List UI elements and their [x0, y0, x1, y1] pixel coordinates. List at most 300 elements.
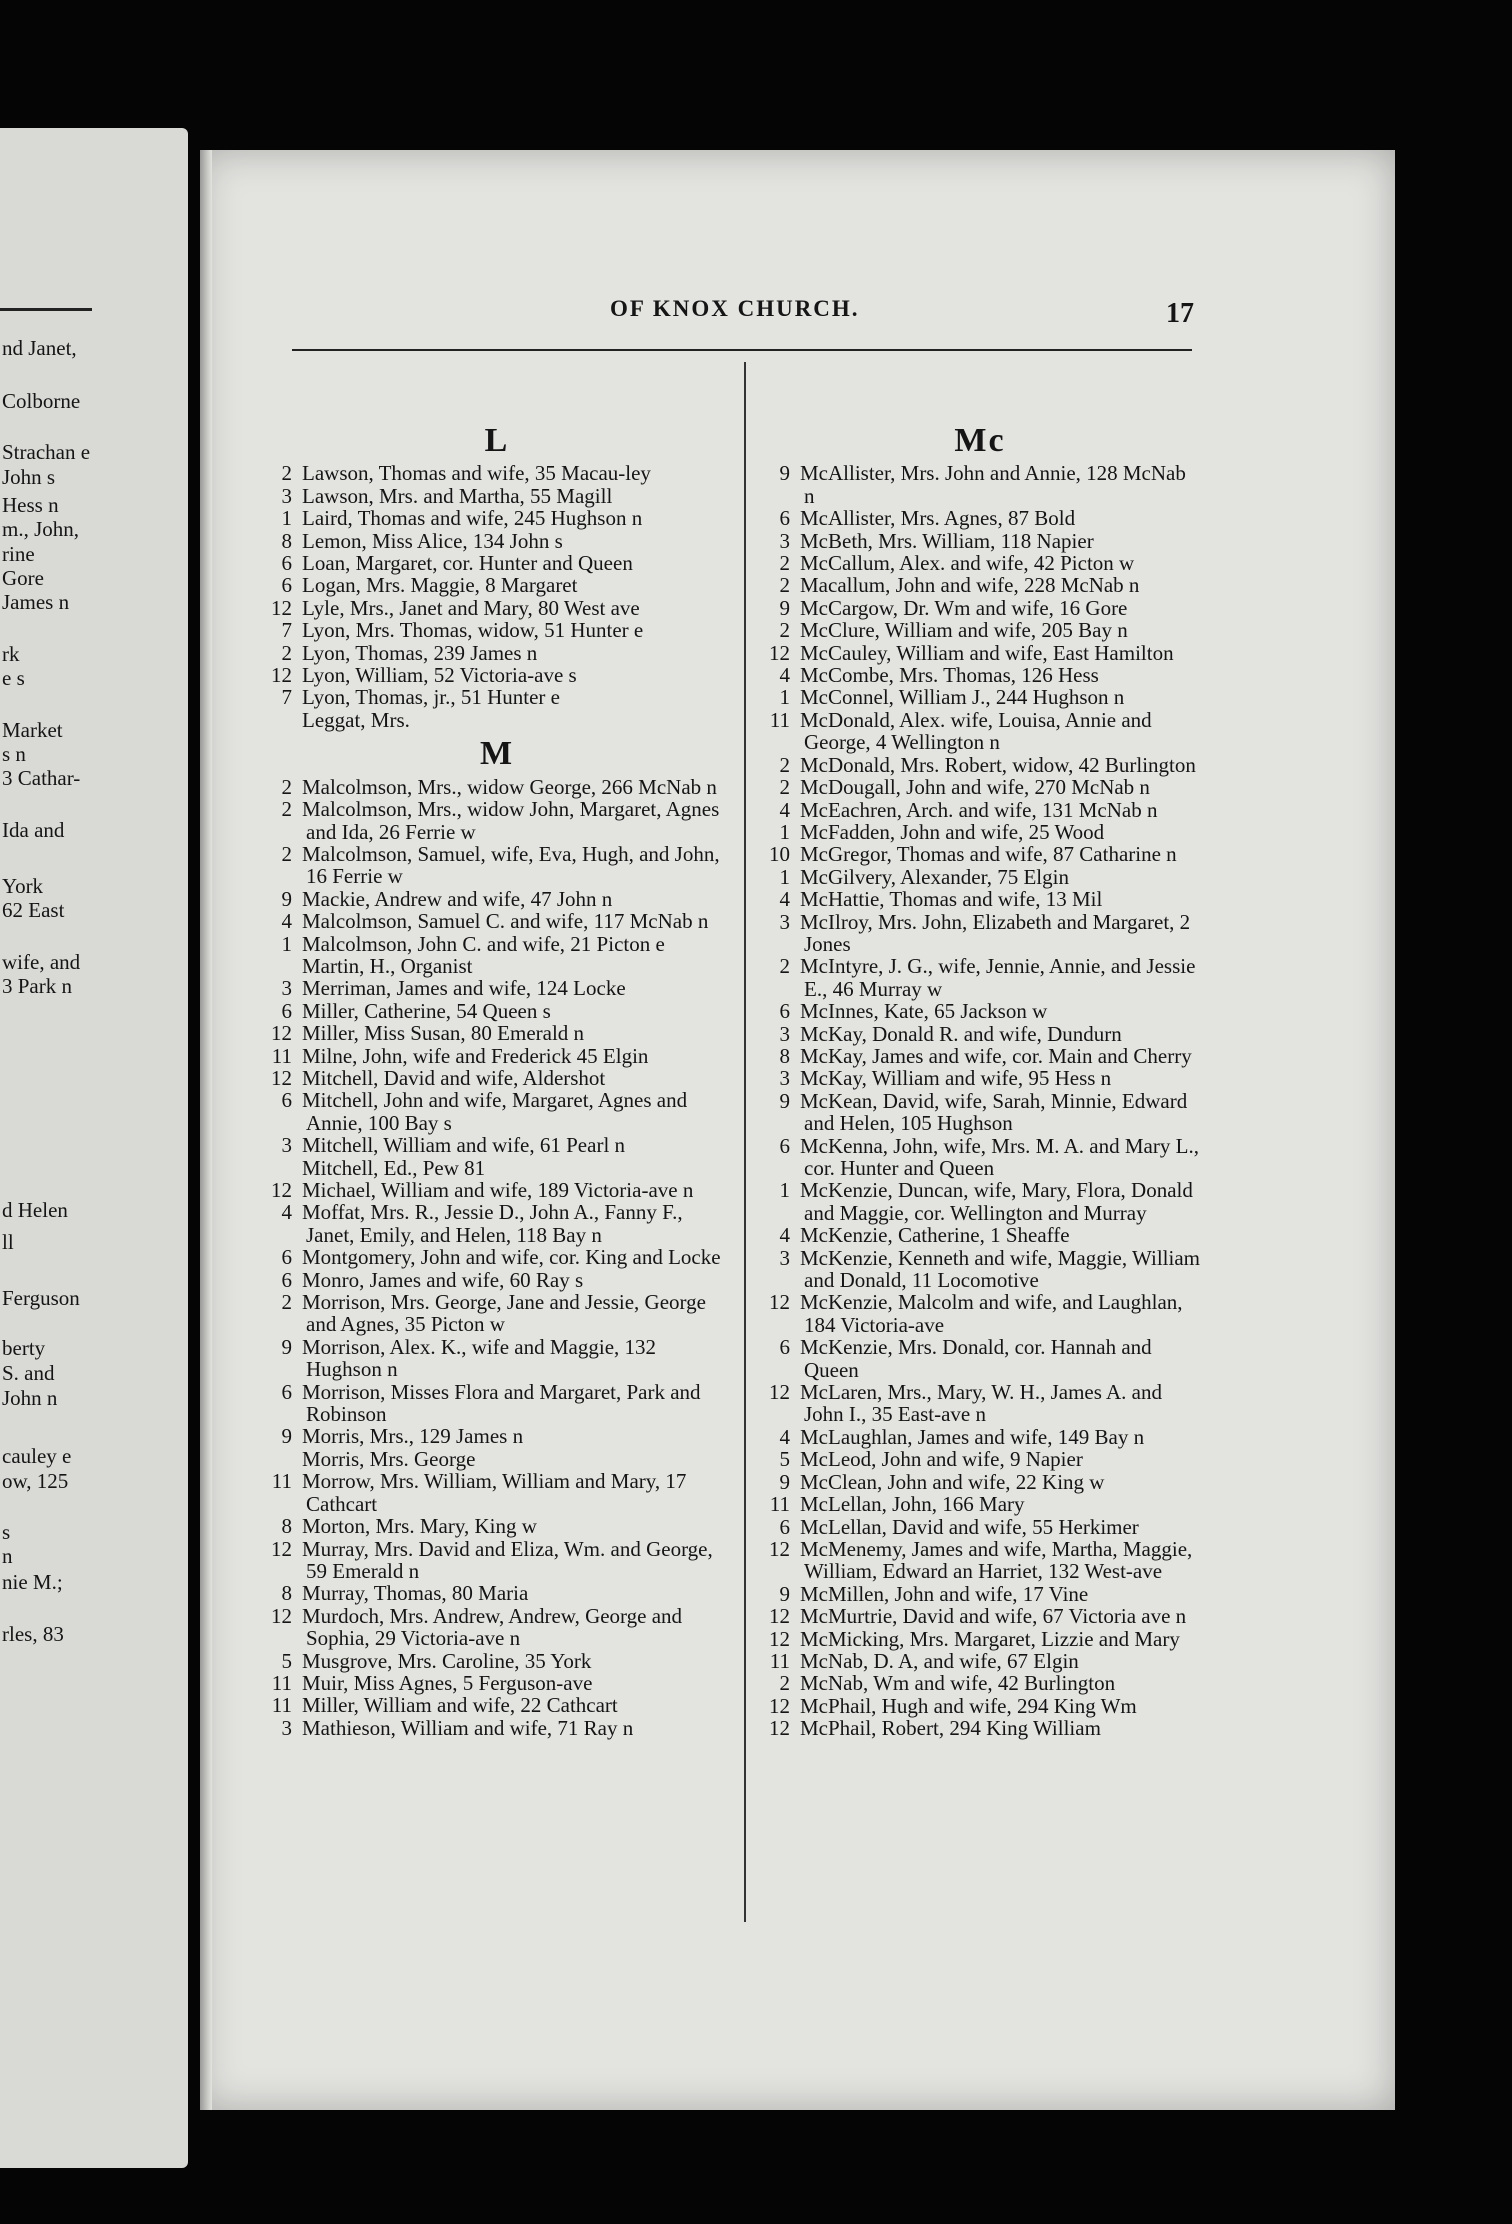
directory-entry: [262, 1605, 732, 1650]
directory-entry: [262, 1650, 732, 1672]
directory-entry: [760, 1381, 1200, 1426]
entry-text: Lyle, Mrs., Janet and Mary, 80 West ave: [302, 595, 640, 620]
left-fragment-line: berty: [2, 1336, 46, 1360]
entries-Mc: [760, 462, 1200, 1739]
pew-number: 4: [281, 909, 292, 934]
entry-text: McConnel, William J., 244 Hughson n: [800, 685, 1125, 710]
directory-entry: [262, 776, 732, 798]
directory-entry: [262, 709, 732, 731]
entry-text: McKay, William and wife, 95 Hess n: [800, 1066, 1112, 1091]
section-heading-Mc: Mc: [954, 422, 1006, 459]
directory-entry: [262, 1269, 732, 1291]
entry-text: McAllister, Mrs. Agnes, 87 Bold: [800, 506, 1076, 531]
left-fragment-line: York: [2, 874, 44, 898]
directory-entry: [760, 911, 1200, 956]
directory-entry: [262, 1089, 732, 1134]
entry-text: Mackie, Andrew and wife, 47 John n: [302, 886, 613, 911]
directory-entry: [760, 1538, 1200, 1583]
entry-text: McLellan, David and wife, 55 Herkimer: [800, 1514, 1139, 1539]
page-number: 17: [1166, 298, 1194, 329]
pew-number: 3: [779, 1245, 790, 1270]
pew-number: 2: [779, 573, 790, 598]
entry-text: McKean, David, wife, Sarah, Minnie, Edward and Helen, 105 Hughson: [800, 1088, 1188, 1136]
entry-text: McIntyre, J. G., wife, Jennie, Annie, and Jessie E., 46 Murray w: [800, 954, 1196, 1001]
entry-text: Malcolmson, John C. and wife, 21 Picton e: [302, 931, 665, 956]
entry-text: McIlroy, Mrs. John, Elizabeth and Margaret, 2 Jones: [800, 909, 1191, 956]
directory-entry: [760, 1045, 1200, 1067]
entry-text: Mitchell, Ed., Pew 81: [302, 1155, 486, 1180]
left-fragment-line: s: [2, 1520, 11, 1544]
directory-entry: [760, 530, 1200, 552]
left-fragment-line: nd Janet,: [2, 336, 77, 360]
directory-entry: [262, 530, 732, 552]
entry-text: McNab, Wm and wife, 42 Burlington: [800, 1671, 1116, 1696]
entry-text: Miller, William and wife, 22 Cathcart: [302, 1693, 618, 1718]
entry-text: Merriman, James and wife, 124 Locke: [302, 976, 626, 1001]
pew-number: 1: [779, 864, 790, 889]
directory-entry: [262, 1045, 732, 1067]
pew-number: 3: [281, 1715, 292, 1740]
directory-entry: [760, 1583, 1200, 1605]
pew-number: 10: [769, 842, 790, 867]
directory-entry: [760, 1426, 1200, 1448]
pew-number: 2: [281, 640, 292, 665]
left-column: [262, 418, 732, 1739]
pew-number: 4: [281, 1200, 292, 1225]
directory-entry: [760, 619, 1200, 641]
directory-entry: [760, 843, 1200, 865]
directory-entry: [262, 1134, 732, 1156]
entry-text: Logan, Mrs. Maggie, 8 Margaret: [302, 573, 578, 598]
pew-number: 9: [779, 1088, 790, 1113]
entry-text: McHattie, Thomas and wife, 13 Mil: [800, 887, 1103, 912]
entry-text: McKay, James and wife, cor. Main and Cherry: [800, 1043, 1192, 1068]
left-fragment-line: Market: [2, 718, 63, 742]
entry-text: Michael, William and wife, 189 Victoria-ave n: [302, 1178, 694, 1202]
directory-entry: [262, 619, 732, 641]
entry-text: Malcolmson, Mrs., widow George, 266 McNab n: [302, 774, 717, 799]
directory-entry: [760, 1000, 1200, 1022]
pew-number: 2: [779, 752, 790, 777]
pew-number: 6: [281, 1245, 292, 1270]
pew-number: 9: [779, 461, 790, 486]
pew-number: 6: [779, 1335, 790, 1360]
entry-text: McLaughlan, James and wife, 149 Bay n: [800, 1424, 1145, 1449]
pew-number: 12: [271, 1065, 292, 1090]
directory-entry: [760, 1717, 1200, 1739]
directory-entry: [760, 1291, 1200, 1336]
pew-number: 3: [779, 1066, 790, 1091]
directory-entry: [262, 1246, 732, 1268]
directory-entry: [262, 1157, 732, 1179]
directory-entry: [262, 843, 732, 888]
entry-text: McPhail, Hugh and wife, 294 King Wm: [800, 1693, 1137, 1718]
left-fragment-line: John s: [2, 465, 56, 489]
entry-text: McKenzie, Mrs. Donald, cor. Hannah and Queen: [800, 1335, 1152, 1382]
entry-text: McBeth, Mrs. William, 118 Napier: [800, 528, 1094, 553]
directory-entry: [262, 955, 732, 977]
pew-number: 2: [281, 774, 292, 799]
directory-entry: [262, 1381, 732, 1426]
left-fragment-line: 62 East: [2, 898, 65, 922]
pew-number: 6: [281, 1088, 292, 1113]
entry-text: Lawson, Thomas and wife, 35 Macau-ley: [302, 461, 651, 486]
directory-entry: [760, 664, 1200, 686]
pew-number: 12: [271, 1603, 292, 1628]
entry-text: McMurtrie, David and wife, 67 Victoria ave n: [800, 1604, 1187, 1629]
left-fragment-line: d Helen: [2, 1198, 68, 1222]
pew-number: 12: [769, 1536, 790, 1561]
pew-number: 11: [271, 1469, 292, 1494]
directory-entry: [760, 799, 1200, 821]
directory-entry: [760, 754, 1200, 776]
entry-text: Miller, Catherine, 54 Queen s: [302, 998, 551, 1023]
entry-text: Morton, Mrs. Mary, King w: [302, 1514, 537, 1539]
pew-number: 9: [281, 1334, 292, 1359]
directory-entry: [760, 1023, 1200, 1045]
entry-text: McCombe, Mrs. Thomas, 126 Hess: [800, 663, 1099, 688]
entry-text: Miller, Miss Susan, 80 Emerald n: [302, 1021, 585, 1046]
directory-entry: [262, 1291, 732, 1336]
directory-entry: [262, 1201, 732, 1246]
entry-text: Malcolmson, Mrs., widow John, Margaret, Agnes and Ida, 26 Ferrie w: [302, 797, 720, 844]
directory-entry: [262, 664, 732, 686]
directory-entry: [760, 1067, 1200, 1089]
directory-entry: [262, 597, 732, 619]
pew-number: 3: [281, 483, 292, 508]
section-heading-L: L: [484, 422, 510, 459]
pew-number: 11: [769, 707, 790, 732]
pew-number: 6: [779, 1133, 790, 1158]
entry-text: Montgomery, John and wife, cor. King and Locke: [302, 1245, 721, 1270]
entry-text: McKay, Donald R. and wife, Dundurn: [800, 1021, 1122, 1046]
entry-text: McClure, William and wife, 205 Bay n: [800, 618, 1128, 643]
directory-entry: [262, 462, 732, 484]
entry-text: McLeod, John and wife, 9 Napier: [800, 1447, 1083, 1472]
directory-entry: [760, 955, 1200, 1000]
entry-text: Morrison, Misses Flora and Margaret, Park and Robinson: [302, 1379, 701, 1427]
directory-entry: [262, 1582, 732, 1604]
pew-number: 12: [271, 1536, 292, 1561]
left-fragment-line: m., John,: [2, 517, 80, 541]
directory-entry: [760, 1448, 1200, 1470]
left-fragment-line: James n: [2, 590, 70, 614]
entry-text: McKenzie, Catherine, 1 Sheaffe: [800, 1223, 1070, 1248]
entry-text: McDougall, John and wife, 270 McNab n: [800, 775, 1150, 800]
entries-L: [262, 462, 732, 731]
directory-entry: [262, 977, 732, 999]
directory-entry: [262, 1067, 732, 1089]
directory-entry: [262, 1336, 732, 1381]
directory-entry: [760, 821, 1200, 843]
pew-number: 12: [769, 1716, 790, 1741]
directory-entry: [262, 1717, 732, 1739]
directory-entry: [760, 709, 1200, 754]
pew-number: 12: [769, 1290, 790, 1315]
pew-number: 1: [779, 1178, 790, 1203]
left-page-rule: [0, 308, 92, 311]
entry-text: Moffat, Mrs. R., Jessie D., John A., Fanny F., Janet, Emily, and Helen, 118 Bay n: [302, 1200, 683, 1247]
left-fragment-line: nie M.;: [2, 1570, 63, 1594]
pew-number: 6: [281, 1379, 292, 1404]
pew-number: 11: [769, 1648, 790, 1673]
page-spine: [200, 150, 212, 2110]
directory-entry: [262, 933, 732, 955]
left-fragment-line: e s: [2, 666, 25, 690]
left-fragment-line: rles, 83: [2, 1622, 64, 1646]
pew-number: 2: [281, 797, 292, 822]
pew-number: 7: [281, 685, 292, 710]
directory-entry: [760, 888, 1200, 910]
directory-entry: [760, 1493, 1200, 1515]
pew-number: 8: [281, 1514, 292, 1539]
entry-text: McClean, John and wife, 22 King w: [800, 1469, 1105, 1494]
pew-number: 2: [779, 775, 790, 800]
pew-number: 1: [281, 506, 292, 531]
entry-text: Malcolmson, Samuel, wife, Eva, Hugh, and John, 16 Ferrie w: [302, 841, 720, 889]
directory-entry: [262, 1470, 732, 1515]
directory-entry: [262, 1694, 732, 1716]
entry-text: McMenemy, James and wife, Martha, Maggie, William, Edward an Harriet, 132 West-ave: [800, 1536, 1193, 1584]
pew-number: 9: [779, 595, 790, 620]
left-fragment-line: Gore: [2, 566, 44, 590]
left-fragment-line: Hess n: [2, 493, 59, 517]
directory-entry: [760, 686, 1200, 708]
pew-number: 5: [779, 1447, 790, 1472]
pew-number: 1: [281, 931, 292, 956]
entry-text: McLaren, Mrs., Mary, W. H., James A. and John I., 35 East-ave n: [800, 1380, 1162, 1427]
pew-number: 9: [779, 1581, 790, 1606]
entry-text: Laird, Thomas and wife, 245 Hughson n: [302, 506, 643, 531]
pew-number: 2: [779, 618, 790, 643]
pew-number: 12: [769, 1380, 790, 1405]
pew-number: 9: [281, 886, 292, 911]
entry-text: McDonald, Alex. wife, Louisa, Annie and George, 4 Wellington n: [800, 707, 1152, 755]
pew-number: 6: [281, 998, 292, 1023]
pew-number: 4: [779, 1424, 790, 1449]
pew-number: 6: [281, 551, 292, 576]
pew-number: 4: [779, 887, 790, 912]
directory-entry: [760, 1516, 1200, 1538]
entry-text: Loan, Margaret, cor. Hunter and Queen: [302, 551, 633, 576]
pew-number: 12: [271, 663, 292, 688]
entry-text: Morrison, Alex. K., wife and Maggie, 132 Hughson n: [302, 1334, 657, 1382]
left-fragment-line: Ferguson: [2, 1286, 80, 1310]
directory-entry: [760, 1471, 1200, 1493]
pew-number: 2: [281, 1290, 292, 1315]
entry-text: Morris, Mrs., 129 James n: [302, 1424, 524, 1449]
pew-number: 3: [281, 1133, 292, 1158]
entry-text: McCargow, Dr. Wm and wife, 16 Gore: [800, 595, 1128, 620]
entry-text: McCallum, Alex. and wife, 42 Picton w: [800, 551, 1135, 576]
entry-text: Murray, Mrs. David and Eliza, Wm. and George, 59 Emerald n: [302, 1536, 713, 1583]
pew-number: 12: [769, 1626, 790, 1651]
pew-number: 9: [779, 1469, 790, 1494]
pew-number: 3: [779, 1021, 790, 1046]
directory-entry: [262, 574, 732, 596]
entry-text: Monro, James and wife, 60 Ray s: [302, 1267, 584, 1292]
entry-text: Lyon, Thomas, 239 James n: [302, 640, 538, 665]
entry-text: McGilvery, Alexander, 75 Elgin: [800, 864, 1069, 889]
entry-text: McKenzie, Kenneth and wife, Maggie, William and Donald, 11 Locomotive: [800, 1245, 1200, 1293]
pew-number: 3: [779, 909, 790, 934]
pew-number: 6: [779, 506, 790, 531]
pew-number: 3: [779, 528, 790, 553]
pew-number: 8: [779, 1043, 790, 1068]
entry-text: Lyon, William, 52 Victoria-ave s: [302, 663, 577, 688]
left-page-fragment: [0, 128, 188, 2168]
entry-text: Morrison, Mrs. George, Jane and Jessie, George and Agnes, 35 Picton w: [302, 1290, 706, 1337]
left-fragment-line: cauley e: [2, 1444, 72, 1468]
entry-text: Mitchell, William and wife, 61 Pearl n: [302, 1133, 626, 1158]
pew-number: 7: [281, 618, 292, 643]
directory-entry: [262, 1672, 732, 1694]
pew-number: 4: [779, 663, 790, 688]
entry-text: Lyon, Thomas, jr., 51 Hunter e: [302, 685, 560, 710]
directory-entry: [760, 866, 1200, 888]
header-rule: [292, 349, 1192, 351]
pew-number: 8: [281, 1581, 292, 1606]
entry-text: Milne, John, wife and Frederick 45 Elgin: [302, 1043, 649, 1068]
entry-text: Lemon, Miss Alice, 134 John s: [302, 528, 563, 553]
directory-entry: [760, 1336, 1200, 1381]
entry-text: Musgrove, Mrs. Caroline, 35 York: [302, 1648, 592, 1673]
directory-entry: [760, 552, 1200, 574]
directory-entry: [760, 1650, 1200, 1672]
pew-number: 2: [779, 1671, 790, 1696]
left-fragment-line: wife, and: [2, 950, 81, 974]
pew-number: 2: [281, 461, 292, 486]
left-fragment-line: 3 Cathar-: [2, 766, 81, 790]
left-fragment-line: ll: [2, 1230, 14, 1254]
pew-number: 12: [769, 1604, 790, 1629]
pew-number: 4: [779, 797, 790, 822]
entry-text: McCauley, William and wife, East Hamilton: [800, 640, 1174, 665]
left-fragment-line: Strachan e: [2, 440, 91, 464]
pew-number: 12: [271, 1178, 292, 1202]
directory-entry: [760, 1628, 1200, 1650]
right-column: [760, 418, 1200, 1740]
directory-entry: [262, 798, 732, 843]
directory-entry: [262, 1448, 732, 1470]
entry-text: Leggat, Mrs.: [302, 707, 410, 732]
directory-entry: [262, 910, 732, 932]
column-divider: [744, 362, 746, 1922]
directory-entry: [262, 1515, 732, 1537]
directory-entry: [262, 686, 732, 708]
entry-text: McAllister, Mrs. John and Annie, 128 McNab n: [800, 461, 1186, 508]
left-fragment-line: Colborne: [2, 389, 81, 413]
entry-text: Lyon, Mrs. Thomas, widow, 51 Hunter e: [302, 618, 644, 643]
entry-text: Mathieson, William and wife, 71 Ray n: [302, 1715, 634, 1740]
entry-text: Malcolmson, Samuel C. and wife, 117 McNab n: [302, 909, 709, 934]
entry-text: McMicking, Mrs. Margaret, Lizzie and Mary: [800, 1626, 1180, 1651]
pew-number: 6: [779, 999, 790, 1024]
directory-entry: [262, 485, 732, 507]
pew-number: 1: [779, 819, 790, 844]
entry-text: McEachren, Arch. and wife, 131 McNab n: [800, 797, 1158, 822]
left-fragment-line: John n: [2, 1386, 58, 1410]
directory-entry: [760, 597, 1200, 619]
entry-text: Murdoch, Mrs. Andrew, Andrew, George and Sophia, 29 Victoria-ave n: [302, 1603, 683, 1651]
entry-text: McMillen, John and wife, 17 Vine: [800, 1581, 1089, 1606]
pew-number: 3: [281, 976, 292, 1001]
directory-entry: [760, 1605, 1200, 1627]
entry-text: Muir, Miss Agnes, 5 Ferguson-ave: [302, 1670, 593, 1695]
left-fragment-line: rk: [2, 642, 20, 666]
section-heading-M: M: [479, 735, 515, 773]
pew-number: 6: [281, 573, 292, 598]
pew-number: 6: [779, 1514, 790, 1539]
pew-number: 11: [769, 1492, 790, 1517]
left-fragment-line: Ida and: [2, 818, 65, 842]
directory-entry: [262, 552, 732, 574]
directory-entry: [760, 1672, 1200, 1694]
left-fragment-line: n: [2, 1544, 13, 1568]
directory-entry: [760, 1247, 1200, 1292]
pew-number: 8: [281, 528, 292, 553]
entry-text: Murray, Thomas, 80 Maria: [302, 1581, 529, 1606]
entry-text: Martin, H., Organist: [302, 953, 473, 978]
directory-entry: [760, 1135, 1200, 1180]
pew-number: 4: [779, 1223, 790, 1248]
left-fragment-line: ow, 125: [2, 1469, 69, 1493]
directory-entry: [760, 776, 1200, 798]
entry-text: McPhail, Robert, 294 King William: [800, 1716, 1101, 1741]
directory-entry: [262, 1000, 732, 1022]
directory-entry: [262, 1538, 732, 1583]
entry-text: McKenzie, Duncan, wife, Mary, Flora, Donald and Maggie, cor. Wellington and Murray: [800, 1178, 1193, 1225]
directory-entry: [760, 1224, 1200, 1246]
directory-entry: [262, 1425, 732, 1447]
directory-entry: [760, 507, 1200, 529]
entry-text: Morris, Mrs. George: [302, 1446, 476, 1471]
directory-entry: [262, 1022, 732, 1044]
pew-number: 2: [779, 551, 790, 576]
left-fragment-line: s n: [2, 742, 26, 766]
directory-entry: [262, 507, 732, 529]
entry-text: Mitchell, John and wife, Margaret, Agnes and Annie, 100 Bay s: [302, 1088, 688, 1135]
entry-text: Mitchell, David and wife, Aldershot: [302, 1065, 606, 1090]
pew-number: 12: [769, 640, 790, 665]
pew-number: 11: [271, 1693, 292, 1718]
entry-text: McInnes, Kate, 65 Jackson w: [800, 999, 1048, 1024]
entry-text: McKenna, John, wife, Mrs. M. A. and Mary L., cor. Hunter and Queen: [800, 1133, 1199, 1180]
pew-number: 9: [281, 1424, 292, 1449]
pew-number: 12: [271, 595, 292, 620]
directory-entry: [262, 888, 732, 910]
pew-number: 6: [281, 1267, 292, 1292]
entry-text: McDonald, Mrs. Robert, widow, 42 Burlington: [800, 752, 1196, 777]
entries-M: [262, 776, 732, 1739]
pew-number: 2: [281, 841, 292, 866]
entry-text: Morrow, Mrs. William, William and Mary, 17 Cathcart: [302, 1469, 687, 1516]
entry-text: Lawson, Mrs. and Martha, 55 Magill: [302, 483, 613, 508]
directory-entry: [760, 462, 1200, 507]
directory-entry: [760, 1179, 1200, 1224]
left-fragment-line: 3 Park n: [2, 974, 72, 998]
pew-number: 12: [271, 1021, 292, 1046]
entry-text: Macallum, John and wife, 228 McNab n: [800, 573, 1140, 598]
directory-entry: [262, 1179, 732, 1201]
pew-number: 1: [779, 685, 790, 710]
page-header-title: OF KNOX CHURCH.: [610, 296, 860, 321]
directory-entry: [760, 642, 1200, 664]
directory-entry: [760, 574, 1200, 596]
pew-number: 11: [271, 1670, 292, 1695]
pew-number: 11: [271, 1043, 292, 1068]
directory-entry: [760, 1695, 1200, 1717]
